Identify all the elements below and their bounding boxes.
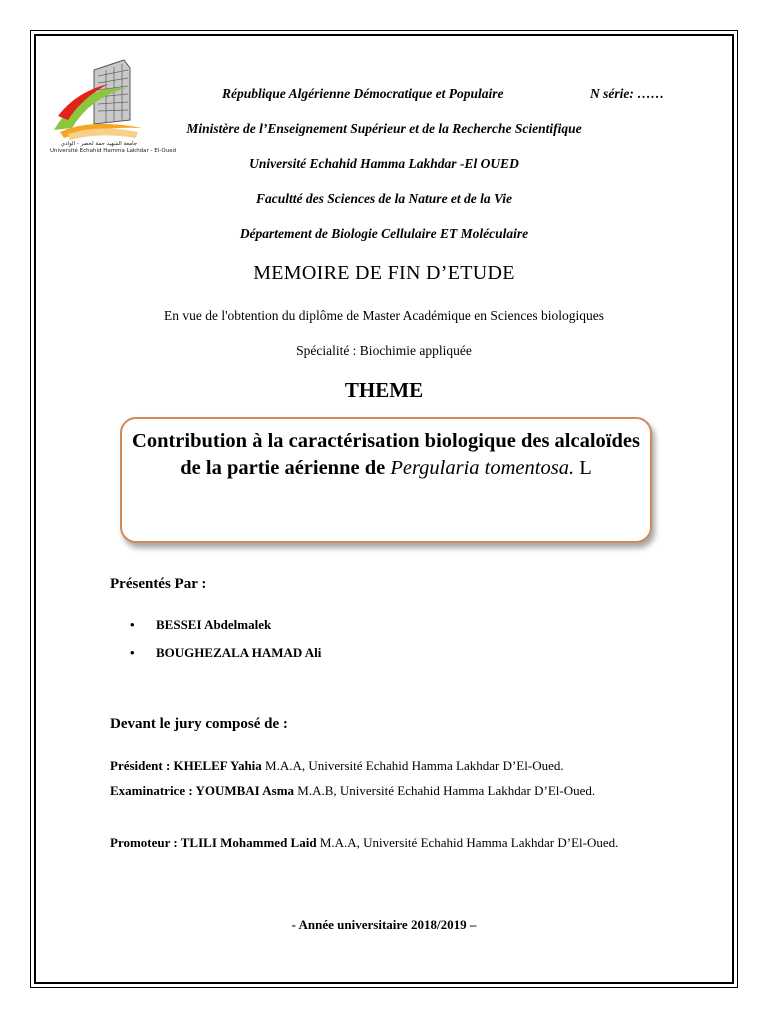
theme-title xyxy=(124,428,648,482)
departement-text: Département de Biologie Cellulaire ET Moléculaire xyxy=(239,226,529,241)
student-name: BOUGHEZALA HAMAD Ali xyxy=(156,645,322,660)
obtention-text: En vue de l'obtention du diplôme de Master Académique en Sciences biologiques xyxy=(164,308,604,323)
jury-member-examinatrice xyxy=(110,779,670,802)
jury-member-promoteur xyxy=(110,831,670,854)
republique-text: République Algérienne Démocratique et Populaire xyxy=(222,86,504,101)
universite-text: Université Echahid Hamma Lakhdar -El OUED xyxy=(249,156,519,171)
logo-caption-french: Université Echahid Hamma Lakhdar - El-Oued xyxy=(50,148,177,154)
presentes-heading: Présentés Par : xyxy=(110,576,207,592)
student-item xyxy=(130,617,271,633)
jury-heading: Devant le jury composé de : xyxy=(110,716,288,732)
jury-role-name: Promoteur : TLILI Mohammed Laid xyxy=(110,835,317,850)
specialite-text: Spécialité : Biochimie appliquée xyxy=(296,343,472,358)
logo-caption xyxy=(50,141,177,155)
logo-caption-arabic: جامعة الشهيد حمة لخضر - الوادي xyxy=(60,141,138,147)
jury-details: M.A.A, Université Echahid Hamma Lakhdar D’El-Oued. xyxy=(261,758,564,773)
jury-member-president xyxy=(110,754,670,777)
jury-details: M.A.B, Université Echahid Hamma Lakhdar D’El-Oued. xyxy=(294,783,596,798)
jury-role-name: Président : KHELEF Yahia xyxy=(110,758,262,773)
memoire-title: MEMOIRE DE FIN D’ETUDE xyxy=(253,262,515,284)
student-item xyxy=(130,645,321,661)
theme-title-species: Pergularia tomentosa. xyxy=(390,457,575,479)
annee-universitaire: - Année universitaire 2018/2019 – xyxy=(291,917,477,932)
theme-title-main: Contribution à la caractérisation biologique des alcaloïdes de la partie aérienne de xyxy=(132,430,640,479)
faculte-text: Facultté des Sciences de la Nature et de la Vie xyxy=(255,191,513,206)
bullet-icon: • xyxy=(130,617,135,632)
theme-title-suffix: L xyxy=(574,457,592,479)
bullet-icon: • xyxy=(130,645,135,660)
serial-number: N série: …… xyxy=(590,86,665,101)
student-name: BESSEI Abdelmalek xyxy=(156,617,272,632)
theme-heading: THEME xyxy=(344,378,424,402)
ministere-text: Ministère de l’Enseignement Supérieur et de la Recherche Scientifique xyxy=(186,121,582,136)
jury-role-name: Examinatrice : YOUMBAI Asma xyxy=(110,783,295,798)
jury-details: M.A.A, Université Echahid Hamma Lakhdar D’El-Oued. xyxy=(316,835,619,850)
